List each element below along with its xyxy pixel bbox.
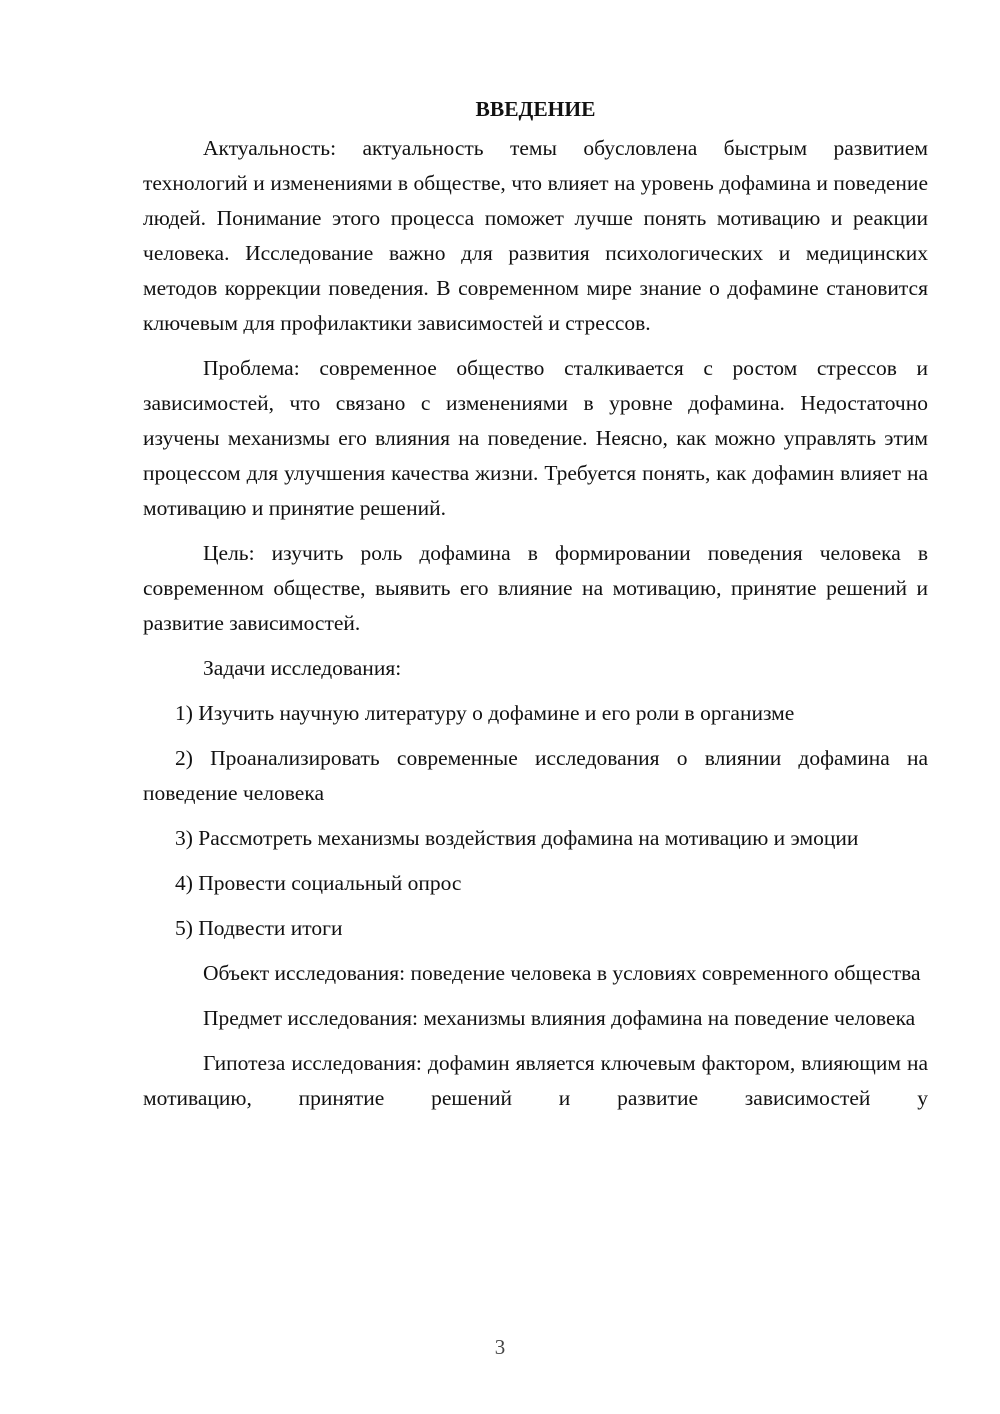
task-item-4: 4) Провести социальный опрос xyxy=(175,871,462,895)
task-item-2: 2) Проанализировать современные исследования о влиянии дофамина на поведение человека xyxy=(143,746,928,805)
page-title: ВВЕДЕНИЕ xyxy=(475,97,596,121)
task-item-5: 5) Подвести итоги xyxy=(175,916,343,940)
relevance-paragraph: Актуальность: актуальность темы обусловлена быстрым развитием технологий и изменениями в обществе, что влияет на уровень дофамина и поведение людей. Понимание этого процесса поможет лучше понять мотивацию и реакции человека. Исследование важно для развития психологических и медицинских методов коррекции поведения. В современном мире знание о дофамине становится ключевым для профилактики зависимостей и стрессов. xyxy=(143,136,928,335)
task-item-3: 3) Рассмотреть механизмы воздействия дофамина на мотивацию и эмоции xyxy=(175,826,859,850)
page-number: 3 xyxy=(494,1335,506,1359)
problem-paragraph: Проблема: современное общество сталкивается с ростом стрессов и зависимостей, что связано с изменениями в уровне дофамина. Недостаточно изучены механизмы его влияния на поведение. Неясно, как можно управлять этим процессом для улучшения качества жизни. Требуется понять, как дофамин влияет на мотивацию и принятие решений. xyxy=(143,356,928,520)
tasks-heading: Задачи исследования: xyxy=(203,656,402,680)
object-paragraph: Объект исследования: поведение человека в условиях современного общества xyxy=(203,961,921,985)
goal-paragraph: Цель: изучить роль дофамина в формировании поведения человека в современном обществе, выявить его влияние на мотивацию, принятие решений и развитие зависимостей. xyxy=(143,541,928,635)
document-page xyxy=(143,92,928,1126)
hypothesis-paragraph: Гипотеза исследования: дофамин является ключевым фактором, влияющим на мотивацию, принятие решений и развитие зависимостей у xyxy=(143,1051,928,1110)
task-item-1: 1) Изучить научную литературу о дофамине и его роли в организме xyxy=(175,701,795,725)
subject-paragraph: Предмет исследования: механизмы влияния дофамина на поведение человека xyxy=(203,1006,916,1030)
